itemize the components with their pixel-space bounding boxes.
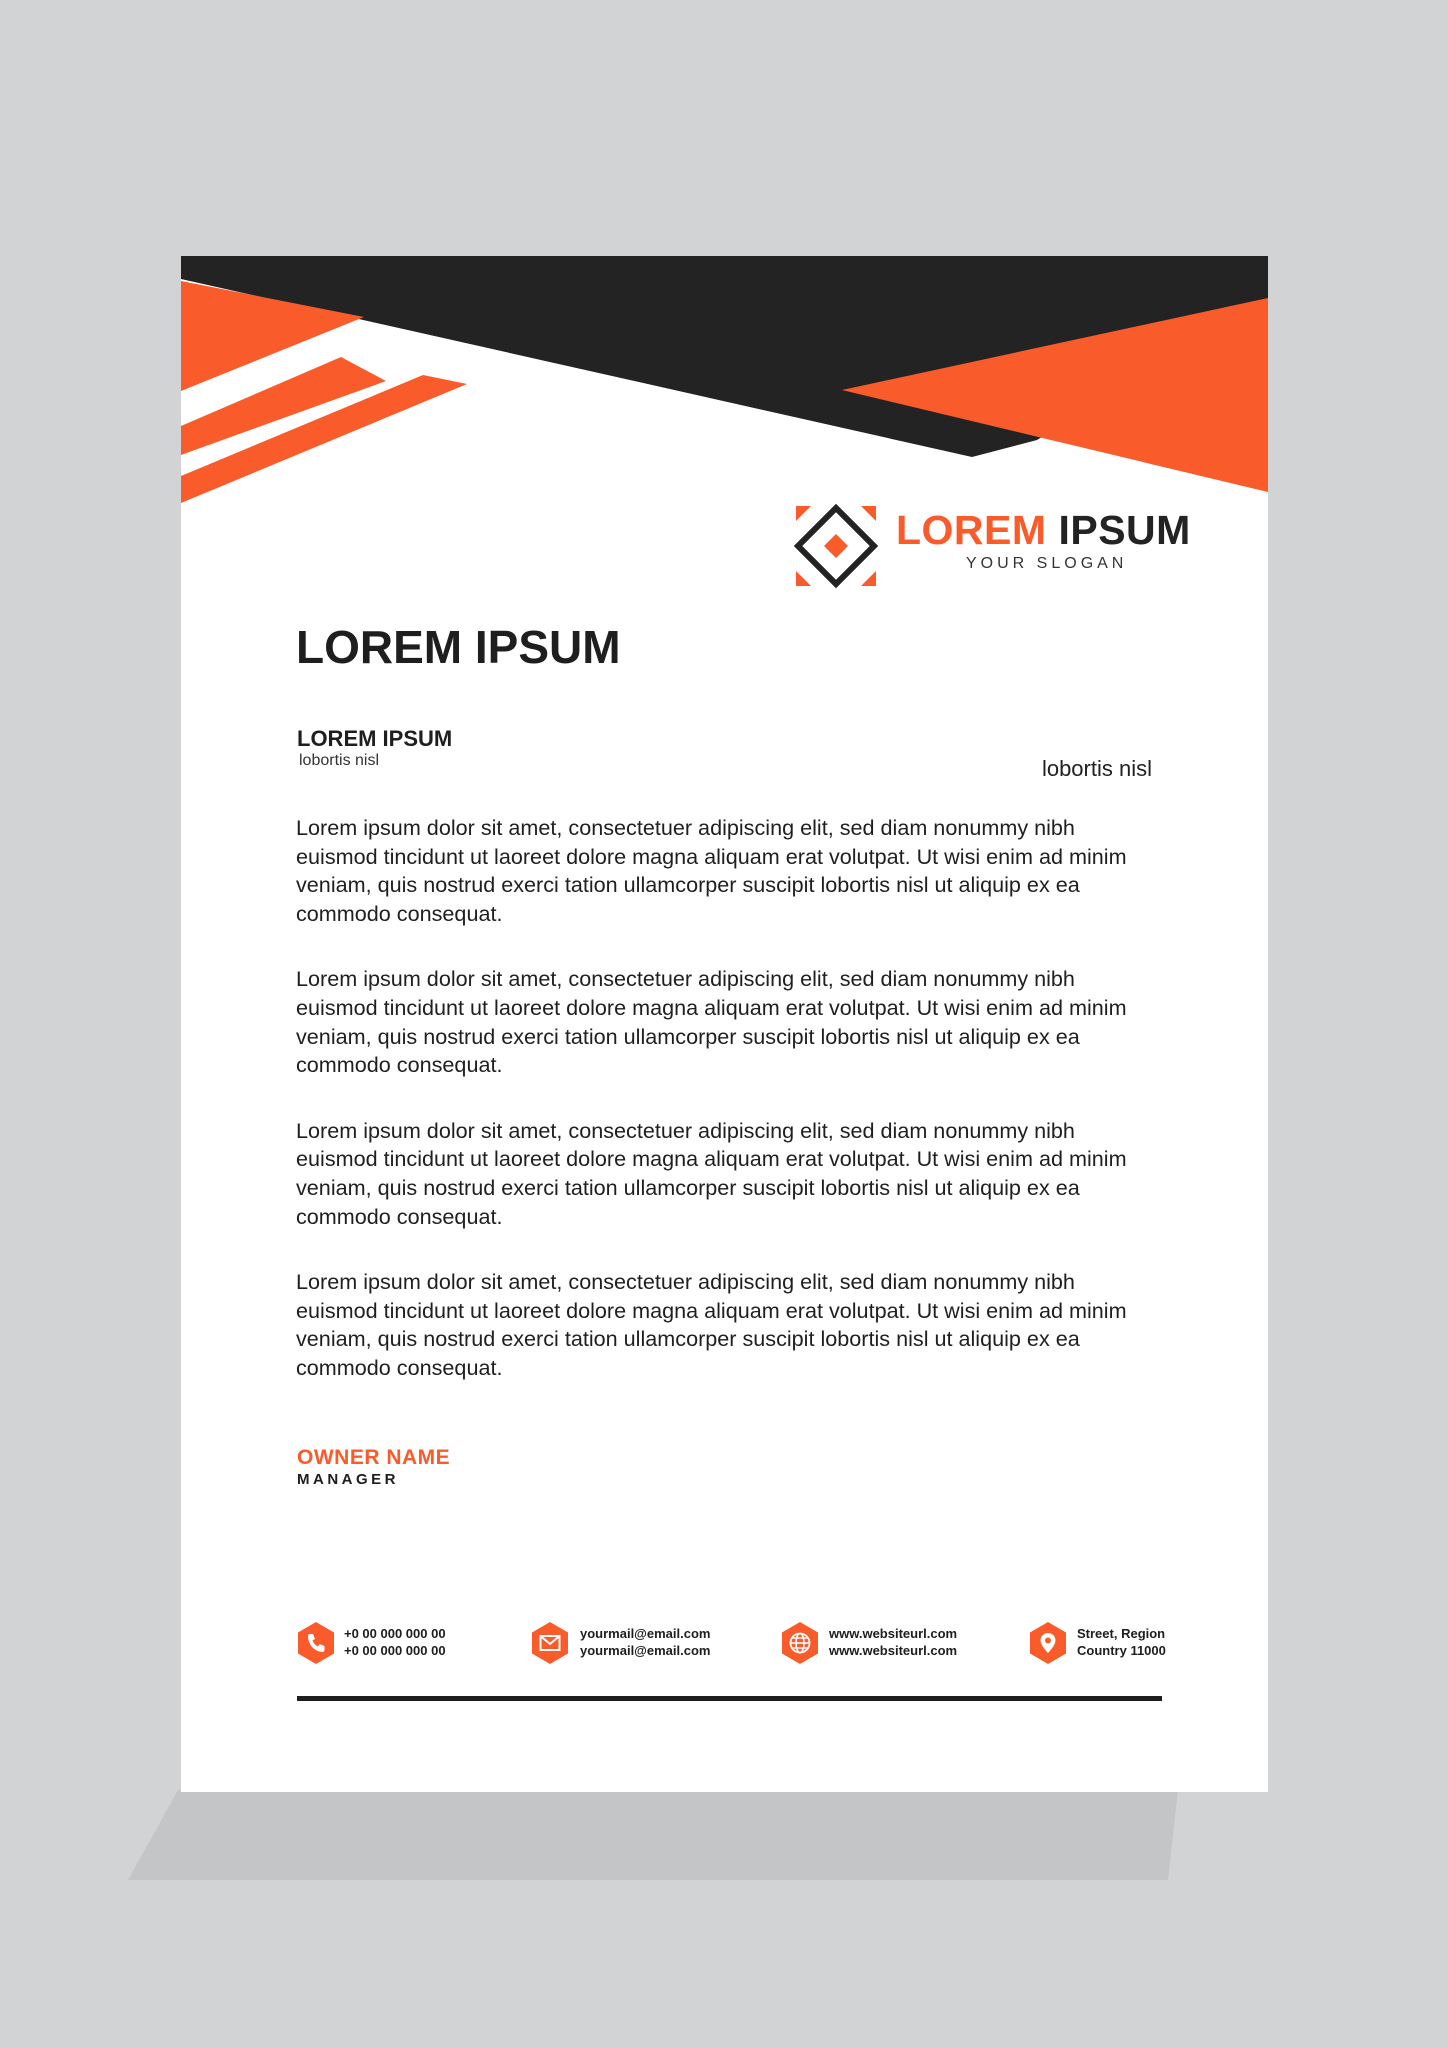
- website-line-1: www.websiteurl.com: [829, 1626, 958, 1641]
- logo-name: [896, 507, 1191, 554]
- page-shadow: [128, 1790, 1178, 1880]
- globe-icon: [780, 1621, 820, 1665]
- signature-name: OWNER NAME: [297, 1446, 451, 1469]
- location-pin-icon: [1028, 1621, 1068, 1665]
- letter-date: lobortis nisl: [1041, 756, 1152, 781]
- phone-icon: [296, 1621, 336, 1665]
- signature-role: MANAGER: [297, 1471, 399, 1488]
- footer-divider: [297, 1696, 1162, 1701]
- logo-slogan: YOUR SLOGAN: [966, 555, 1128, 572]
- letter-body: [296, 814, 1161, 1420]
- recipient-detail: lobortis nisl: [299, 752, 380, 769]
- mail-icon: [530, 1621, 570, 1665]
- logo-name-dark: IPSUM: [1058, 507, 1191, 553]
- body-paragraph: Lorem ipsum dolor sit amet, consectetuer adipiscing elit, sed diam nonummy nibh euismod tincidunt ut laoreet dolore magna aliquam erat volutpat. Ut wisi enim ad minim veniam, quis nostrud exerci tation ullamcorper suscipit lobortis nisl ut aliquip ex ea commodo consequat.: [296, 1269, 1127, 1380]
- recipient-name: LOREM IPSUM: [297, 726, 453, 751]
- address-line-2: Country 11000: [1077, 1643, 1166, 1658]
- letter-title: LOREM IPSUM: [296, 621, 621, 673]
- website-line-2: www.websiteurl.com: [829, 1643, 958, 1658]
- address-line-1: Street, Region: [1077, 1626, 1166, 1641]
- email-line-1: yourmail@email.com: [580, 1626, 711, 1641]
- letterhead-page: [181, 256, 1268, 1792]
- email-line-2: yourmail@email.com: [580, 1643, 711, 1658]
- company-logo: [791, 501, 1211, 591]
- diamond-frame-logo-icon: [791, 501, 881, 591]
- body-paragraph: Lorem ipsum dolor sit amet, consectetuer adipiscing elit, sed diam nonummy nibh euismod tincidunt ut laoreet dolore magna aliquam erat volutpat. Ut wisi enim ad minim veniam, quis nostrud exerci tation ullamcorper suscipit lobortis nisl ut aliquip ex ea commodo consequat.: [296, 1117, 1127, 1229]
- body-paragraph: Lorem ipsum dolor sit amet, consectetuer adipiscing elit, sed diam nonummy nibh euismod tincidunt ut laoreet dolore magna aliquam erat volutpat. Ut wisi enim ad minim veniam, quis nostrud exerci tation ullamcorper suscipit lobortis nisl ut aliquip ex ea commodo consequat.: [296, 815, 1127, 926]
- logo-name-accent: LOREM: [896, 507, 1047, 553]
- phone-line-1: +0 00 000 000 00: [344, 1626, 446, 1641]
- phone-line-2: +0 00 000 000 00: [344, 1643, 446, 1658]
- header-decoration: [181, 256, 1268, 536]
- body-paragraph: Lorem ipsum dolor sit amet, consectetuer adipiscing elit, sed diam nonummy nibh euismod tincidunt ut laoreet dolore magna aliquam erat volutpat. Ut wisi enim ad minim veniam, quis nostrud exerci tation ullamcorper suscipit lobortis nisl ut aliquip ex ea commodo consequat.: [296, 966, 1127, 1078]
